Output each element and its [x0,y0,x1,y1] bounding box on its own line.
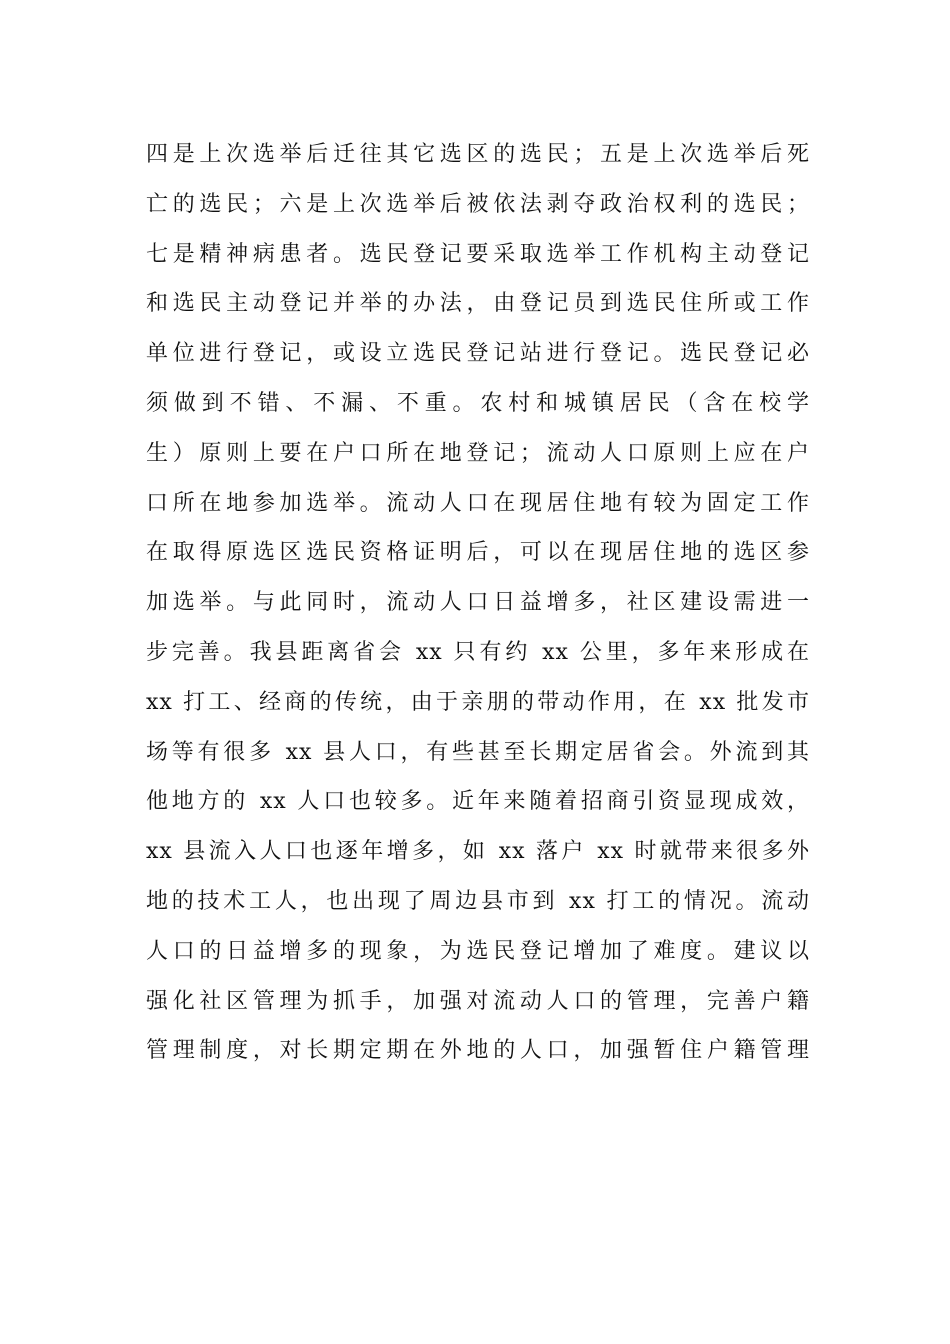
text-line: 口所在地参加选举。流动人口在现居住地有较为固定工作 [146,490,810,516]
text-line: 人口的日益增多的现象，为选民登记增加了难度。建议以 [146,938,810,964]
text-line: 地的技术工人，也出现了周边县市到 xx 打工的情况。流动 [146,888,810,914]
text-line: 步完善。我县距离省会 xx 只有约 xx 公里，多年来形成在 [146,639,810,665]
text-line: 须做到不错、不漏、不重。农村和城镇居民（含在校学 [146,390,810,416]
text-line: 加选举。与此同时，流动人口日益增多，社区建设需进一 [146,590,810,616]
text-line: 在取得原选区选民资格证明后，可以在现居住地的选区参 [146,540,810,566]
text-line: 生）原则上要在户口所在地登记；流动人口原则上应在户 [146,440,810,466]
text-line: 他地方的 xx 人口也较多。近年来随着招商引资显现成效， [146,789,810,815]
text-line: xx 县流入人口也逐年增多，如 xx 落户 xx 时就带来很多外 [146,839,810,865]
text-line: 强化社区管理为抓手，加强对流动人口的管理，完善户籍 [146,988,810,1014]
text-line: 管理制度，对长期定期在外地的人口，加强暂住户籍管理 [146,1038,810,1064]
text-line: 和选民主动登记并举的办法，由登记员到选民住所或工作 [146,291,810,317]
text-line: xx 打工、经商的传统，由于亲朋的带动作用，在 xx 批发市 [146,689,810,715]
text-line: 四是上次选举后迁往其它选区的选民；五是上次选举后死 [146,142,810,167]
body-paragraph [146,130,810,1076]
text-line: 亡的选民；六是上次选举后被依法剥夺政治权利的选民； [146,191,810,217]
text-line: 七是精神病患者。选民登记要采取选举工作机构主动登记 [146,241,810,267]
text-line: 场等有很多 xx 县人口，有些甚至长期定居省会。外流到其 [146,739,810,765]
text-line: 单位进行登记，或设立选民登记站进行登记。选民登记必 [146,341,810,367]
